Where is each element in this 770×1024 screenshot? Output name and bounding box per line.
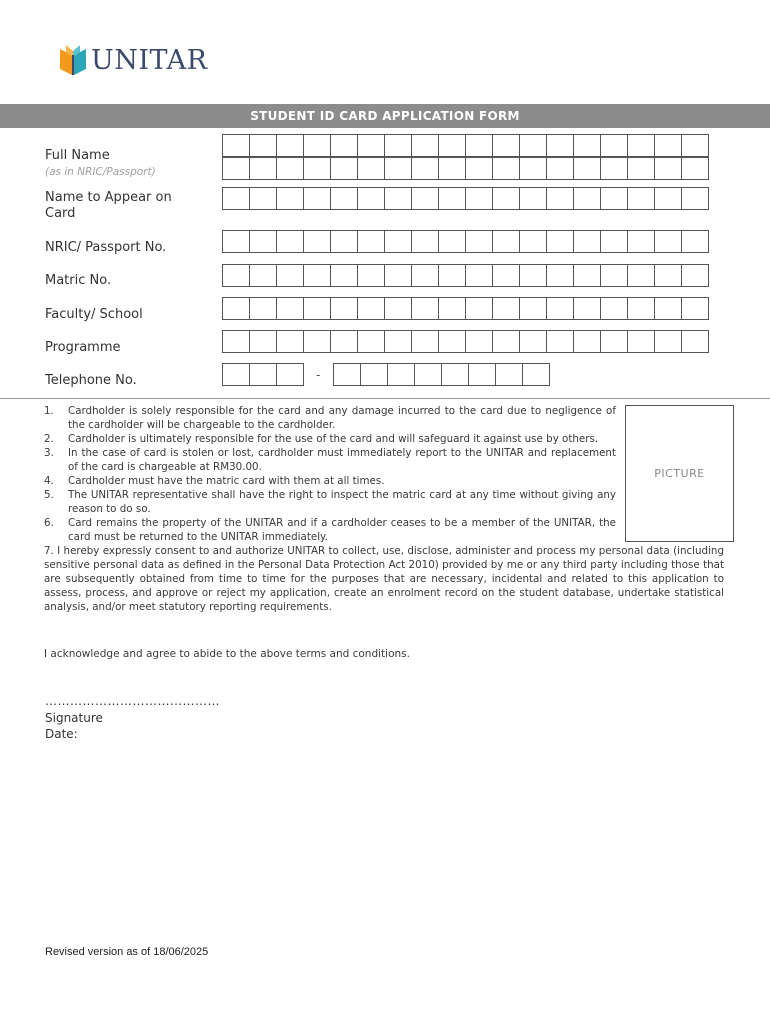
character-box[interactable] (627, 134, 655, 157)
character-box[interactable] (330, 297, 358, 320)
nric-label: NRIC/ Passport No. (45, 240, 167, 255)
character-box[interactable] (438, 297, 466, 320)
character-box[interactable] (654, 134, 682, 157)
character-box[interactable] (573, 297, 601, 320)
character-box[interactable] (249, 134, 277, 157)
character-box[interactable] (546, 157, 574, 180)
name-on-card-label-line2: Card (45, 206, 76, 221)
character-box[interactable] (600, 297, 628, 320)
character-box[interactable] (573, 330, 601, 353)
character-box[interactable] (492, 157, 520, 180)
term-number: 7. (44, 545, 54, 557)
character-box[interactable] (438, 330, 466, 353)
character-box[interactable] (384, 297, 412, 320)
character-box[interactable] (681, 134, 709, 157)
term-text (44, 544, 724, 614)
character-box[interactable] (249, 187, 277, 210)
character-box[interactable] (387, 363, 415, 386)
character-box[interactable] (465, 264, 493, 287)
character-box[interactable] (360, 363, 388, 386)
faculty-boxes[interactable] (222, 297, 708, 320)
character-box[interactable] (600, 230, 628, 253)
character-box[interactable] (654, 264, 682, 287)
date-label: Date: (45, 727, 78, 741)
character-box[interactable] (384, 134, 412, 157)
term-item-consent (44, 544, 724, 614)
full-name-label: Full Name (45, 148, 110, 163)
character-box[interactable] (249, 157, 277, 180)
character-box[interactable] (627, 297, 655, 320)
section-divider (0, 398, 770, 399)
character-box[interactable] (519, 330, 547, 353)
character-box[interactable] (492, 264, 520, 287)
nric-boxes[interactable] (222, 230, 708, 253)
character-box[interactable] (546, 187, 574, 210)
character-box[interactable] (303, 264, 331, 287)
character-box[interactable] (357, 297, 385, 320)
character-box[interactable] (303, 157, 331, 180)
full-name-boxes-row2[interactable] (222, 157, 708, 180)
term-text: Cardholder must have the matric card with them at all times. (68, 475, 385, 487)
logo-text: UNITAR (91, 44, 208, 76)
term-number: 1. (44, 405, 54, 417)
character-box[interactable] (330, 264, 358, 287)
term-item (44, 516, 724, 544)
character-box[interactable] (276, 330, 304, 353)
term-text: The UNITAR representative shall have the right to inspect the matric card at any time without giving any reason to do so. (68, 489, 616, 515)
matric-label: Matric No. (45, 273, 112, 288)
character-box[interactable] (411, 330, 439, 353)
character-box[interactable] (492, 297, 520, 320)
character-box[interactable] (654, 157, 682, 180)
character-box[interactable] (681, 330, 709, 353)
character-box[interactable] (627, 330, 655, 353)
character-box[interactable] (384, 230, 412, 253)
character-box[interactable] (546, 264, 574, 287)
character-box[interactable] (519, 187, 547, 210)
terms-list (44, 404, 724, 614)
character-box[interactable] (654, 230, 682, 253)
character-box[interactable] (414, 363, 442, 386)
character-box[interactable] (384, 264, 412, 287)
character-box[interactable] (468, 363, 496, 386)
character-box[interactable] (276, 134, 304, 157)
name-on-card-label-line1: Name to Appear on (45, 190, 172, 205)
character-box[interactable] (384, 187, 412, 210)
term-number: 3. (44, 447, 54, 459)
character-box[interactable] (573, 230, 601, 253)
term-number: 6. (44, 517, 54, 529)
character-box[interactable] (249, 297, 277, 320)
character-box[interactable] (681, 264, 709, 287)
character-box[interactable] (438, 134, 466, 157)
character-box[interactable] (222, 264, 250, 287)
character-box[interactable] (222, 363, 250, 386)
character-box[interactable] (465, 230, 493, 253)
character-box[interactable] (303, 134, 331, 157)
signature-block (45, 710, 103, 742)
character-box[interactable] (276, 157, 304, 180)
character-box[interactable] (546, 230, 574, 253)
character-box[interactable] (222, 157, 250, 180)
character-box[interactable] (411, 230, 439, 253)
term-item (44, 474, 724, 488)
character-box[interactable] (276, 297, 304, 320)
character-box[interactable] (357, 157, 385, 180)
character-box[interactable] (303, 187, 331, 210)
character-box[interactable] (654, 187, 682, 210)
character-box[interactable] (600, 157, 628, 180)
revision-note: Revised version as of 18/06/2025 (45, 946, 209, 958)
character-box[interactable] (465, 330, 493, 353)
character-box[interactable] (519, 157, 547, 180)
term-text: In the case of card is stolen or lost, cardholder must immediately report to the UNITAR and replacement of the card is chargeable at RM30.00. (68, 447, 616, 473)
full-name-boxes-row1[interactable] (222, 134, 708, 157)
character-box[interactable] (411, 264, 439, 287)
acknowledgement-text: I acknowledge and agree to abide to the above terms and conditions. (44, 648, 410, 660)
programme-label: Programme (45, 340, 121, 355)
term-number: 2. (44, 433, 54, 445)
character-box[interactable] (276, 230, 304, 253)
character-box[interactable] (522, 363, 550, 386)
faculty-label: Faculty/ School (45, 307, 143, 322)
character-box[interactable] (330, 187, 358, 210)
character-box[interactable] (465, 297, 493, 320)
term-item (44, 404, 724, 432)
picture-label: PICTURE (654, 467, 705, 480)
character-box[interactable] (249, 264, 277, 287)
term-number: 4. (44, 475, 54, 487)
matric-boxes[interactable] (222, 264, 708, 287)
character-box[interactable] (627, 264, 655, 287)
form-title: STUDENT ID CARD APPLICATION FORM (0, 104, 770, 128)
character-box[interactable] (384, 157, 412, 180)
programme-boxes[interactable] (222, 330, 708, 353)
character-box[interactable] (681, 230, 709, 253)
character-box[interactable] (492, 230, 520, 253)
signature-line[interactable]: …………………………………… (45, 694, 220, 708)
character-box[interactable] (438, 230, 466, 253)
character-box[interactable] (438, 157, 466, 180)
character-box[interactable] (357, 264, 385, 287)
term-item (44, 432, 724, 446)
character-box[interactable] (546, 134, 574, 157)
character-box[interactable] (600, 264, 628, 287)
character-box[interactable] (627, 157, 655, 180)
character-box[interactable] (357, 230, 385, 253)
character-box[interactable] (600, 134, 628, 157)
character-box[interactable] (330, 134, 358, 157)
character-box[interactable] (627, 187, 655, 210)
character-box[interactable] (303, 297, 331, 320)
character-box[interactable] (441, 363, 469, 386)
character-box[interactable] (681, 157, 709, 180)
character-box[interactable] (465, 134, 493, 157)
character-box[interactable] (411, 187, 439, 210)
character-box[interactable] (330, 157, 358, 180)
term-text: Cardholder is ultimately responsible for the use of the card and will safeguard it against use by others. (68, 433, 599, 445)
character-box[interactable] (438, 264, 466, 287)
character-box[interactable] (303, 230, 331, 253)
character-box[interactable] (249, 330, 277, 353)
character-box[interactable] (519, 264, 547, 287)
character-box[interactable] (681, 297, 709, 320)
character-box[interactable] (654, 330, 682, 353)
signature-label: Signature (45, 711, 103, 725)
character-box[interactable] (573, 264, 601, 287)
character-box[interactable] (249, 230, 277, 253)
character-box[interactable] (495, 363, 523, 386)
character-box[interactable] (546, 297, 574, 320)
character-box[interactable] (492, 330, 520, 353)
character-box[interactable] (249, 363, 277, 386)
term-number: 5. (44, 489, 54, 501)
name-on-card-boxes[interactable] (222, 187, 708, 210)
term-consent-text: I hereby expressly consent to and authorize UNITAR to collect, use, disclose, administer and process my personal data (including sensitive personal data as defined in the Personal Data Protection Act 2010) provided by me or any third party including those that are subsequently obtained from time to time for the purposes that are necessary, incidental and related to this application to assess, process, and approve or reject my application, create an enrolment record on the student database, undertake statistical analysis, and/or meet statutory reporting requirements. (44, 545, 724, 613)
character-box[interactable] (465, 157, 493, 180)
character-box[interactable] (465, 187, 493, 210)
character-box[interactable] (546, 330, 574, 353)
character-box[interactable] (333, 363, 361, 386)
term-item (44, 488, 724, 516)
character-box[interactable] (222, 187, 250, 210)
character-box[interactable] (357, 330, 385, 353)
telephone-prefix-boxes[interactable] (222, 363, 303, 386)
character-box[interactable] (411, 157, 439, 180)
character-box[interactable] (573, 187, 601, 210)
character-box[interactable] (573, 134, 601, 157)
character-box[interactable] (681, 187, 709, 210)
character-box[interactable] (222, 134, 250, 157)
character-box[interactable] (222, 297, 250, 320)
character-box[interactable] (276, 187, 304, 210)
name-on-card-label (45, 190, 172, 222)
character-box[interactable] (357, 187, 385, 210)
character-box[interactable] (303, 330, 331, 353)
character-box[interactable] (330, 330, 358, 353)
character-box[interactable] (600, 187, 628, 210)
telephone-separator: - (316, 368, 321, 382)
character-box[interactable] (654, 297, 682, 320)
character-box[interactable] (222, 230, 250, 253)
character-box[interactable] (492, 187, 520, 210)
character-box[interactable] (222, 330, 250, 353)
character-box[interactable] (438, 187, 466, 210)
character-box[interactable] (357, 134, 385, 157)
character-box[interactable] (519, 134, 547, 157)
character-box[interactable] (519, 297, 547, 320)
term-text: Card remains the property of the UNITAR and if a cardholder ceases to be a member of the UNITAR, the card must be returned to the UNITAR immediately. (68, 517, 616, 543)
character-box[interactable] (627, 230, 655, 253)
term-text: Cardholder is solely responsible for the card and any damage incurred to the card due to negligence of the cardholder will be chargeable to the cardholder. (68, 405, 616, 431)
full-name-hint: (as in NRIC/Passport) (45, 166, 156, 178)
character-box[interactable] (330, 230, 358, 253)
character-box[interactable] (411, 297, 439, 320)
book-logo-icon (58, 43, 88, 77)
character-box[interactable] (519, 230, 547, 253)
picture-box[interactable] (625, 405, 734, 542)
character-box[interactable] (573, 157, 601, 180)
term-item (44, 446, 724, 474)
character-box[interactable] (384, 330, 412, 353)
character-box[interactable] (600, 330, 628, 353)
telephone-number-boxes[interactable] (333, 363, 549, 386)
telephone-label: Telephone No. (45, 373, 137, 388)
character-box[interactable] (492, 134, 520, 157)
character-box[interactable] (276, 264, 304, 287)
character-box[interactable] (276, 363, 304, 386)
character-box[interactable] (411, 134, 439, 157)
unitar-logo (58, 42, 207, 78)
